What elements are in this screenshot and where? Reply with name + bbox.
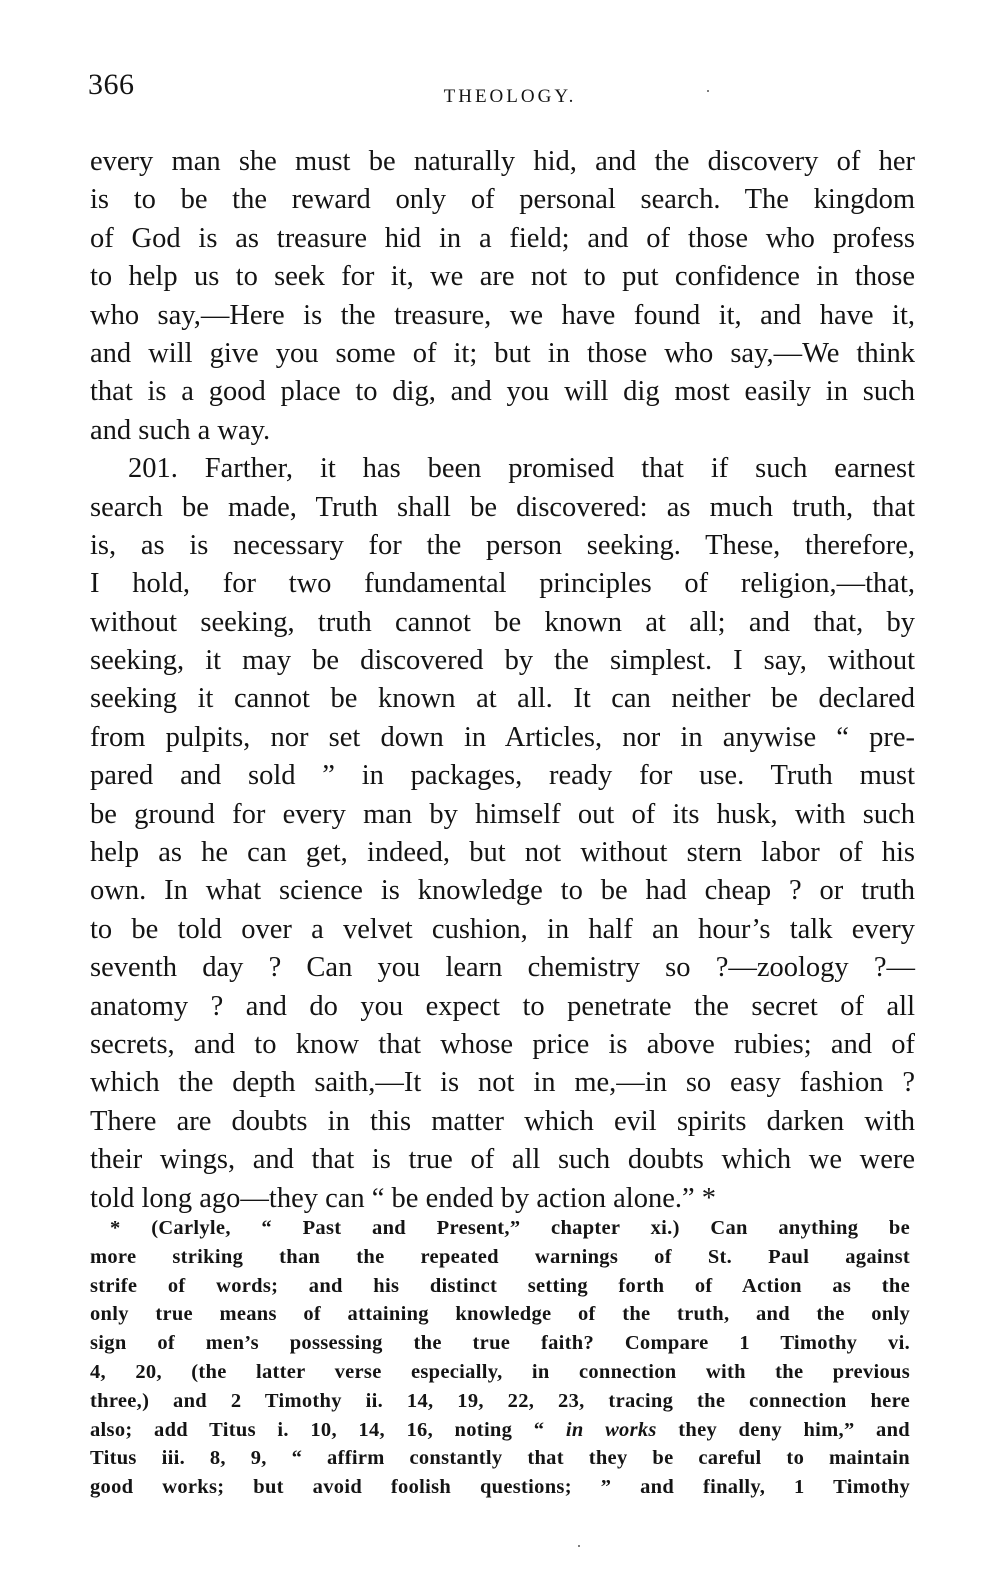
text-line: which the depth saith,—It is not in me,—in so easy fashion ?: [90, 1067, 915, 1099]
text-line: to help us to seek for it, we are not to put confidence in those: [90, 261, 915, 293]
footnote-line: 4, 20, (the latter verse especially, in connection with the previous: [90, 1360, 910, 1383]
text-line: seventh day ? Can you learn chemistry so ?—zoology ?—: [90, 952, 915, 984]
text-line: own. In what science is knowledge to be had cheap ? or truth: [90, 875, 915, 907]
text-line: told long ago—they can “ be ended by action alone.” *: [90, 1182, 716, 1214]
footnote-text: they deny him,” and: [656, 1418, 910, 1441]
footnote-line: three,) and 2 Timothy ii. 14, 19, 22, 23, tracing the connection here: [90, 1389, 910, 1412]
text-line: and such a way.: [90, 414, 271, 446]
page-number: 366: [88, 68, 135, 101]
print-speck: [578, 1545, 580, 1547]
running-head: THEOLOGY.: [443, 86, 577, 107]
footnote-line: [90, 1416, 910, 1445]
text-line: and will give you some of it; but in those who say,—We think: [90, 337, 915, 369]
text-line: help as he can get, indeed, but not without stern labor of his: [90, 837, 915, 869]
footnote-line: Titus iii. 8, 9, “ affirm constantly that they be careful to maintain: [90, 1447, 910, 1470]
text-line: who say,—Here is the treasure, we have found it, and have it,: [90, 299, 915, 331]
footnote-line: more striking than the repeated warnings of St. Paul against: [90, 1245, 910, 1268]
footnote-line: sign of men’s possessing the true faith? Compare 1 Timothy vi.: [90, 1332, 910, 1355]
text-line: There are doubts in this matter which evil spirits darken with: [90, 1105, 915, 1137]
text-line: from pulpits, nor set down in Articles, nor in anywise “ pre-: [90, 721, 915, 753]
print-speck: [707, 90, 709, 92]
paragraph-201-start: 201. Farther, it has been promised that if such earnest: [128, 453, 915, 485]
text-line: every man she must be naturally hid, and the discovery of her: [90, 146, 915, 177]
footnote: [90, 1214, 910, 1502]
text-line: search be made, Truth shall be discovered: as much truth, that: [90, 491, 915, 523]
text-line: without seeking, truth cannot be known at all; and that, by: [90, 606, 915, 638]
main-text: [90, 143, 915, 1218]
text-line: of God is as treasure hid in a field; and of those who profess: [90, 222, 915, 254]
text-line: be ground for every man by himself out of its husk, with such: [90, 798, 915, 830]
text-line: is to be the reward only of personal search. The kingdom: [90, 184, 915, 216]
text-line: seeking it cannot be known at all. It can neither be declared: [90, 683, 915, 715]
footnote-text: also; add Titus i. 10, 14, 16, noting “: [90, 1418, 545, 1441]
text-line: secrets, and to know that whose price is above rubies; and of: [90, 1028, 915, 1060]
footnote-line: strife of words; and his distinct setting forth of Action as the: [90, 1274, 910, 1297]
text-line: pared and sold ” in packages, ready for use. Truth must: [90, 760, 915, 792]
footnote-line: * (Carlyle, “ Past and Present,” chapter xi.) Can anything be: [110, 1217, 910, 1239]
text-line: is, as is necessary for the person seeking. These, therefore,: [90, 529, 915, 561]
text-line: I hold, for two fundamental principles of religion,—that,: [90, 568, 915, 600]
text-line: to be told over a velvet cushion, in half an hour’s talk every: [90, 913, 915, 945]
footnote-line: good works; but avoid foolish questions; ” and finally, 1 Timothy: [90, 1476, 910, 1499]
text-line: that is a good place to dig, and you will dig most easily in such: [90, 376, 915, 408]
text-line: their wings, and that is true of all such doubts which we were: [90, 1144, 915, 1176]
footnote-emphasis: in works: [565, 1418, 657, 1441]
text-line: seeking, it may be discovered by the simplest. I say, without: [90, 645, 915, 677]
text-line: anatomy ? and do you expect to penetrate the secret of all: [90, 990, 915, 1022]
footnote-line: only true means of attaining knowledge of the truth, and the only: [90, 1303, 910, 1326]
